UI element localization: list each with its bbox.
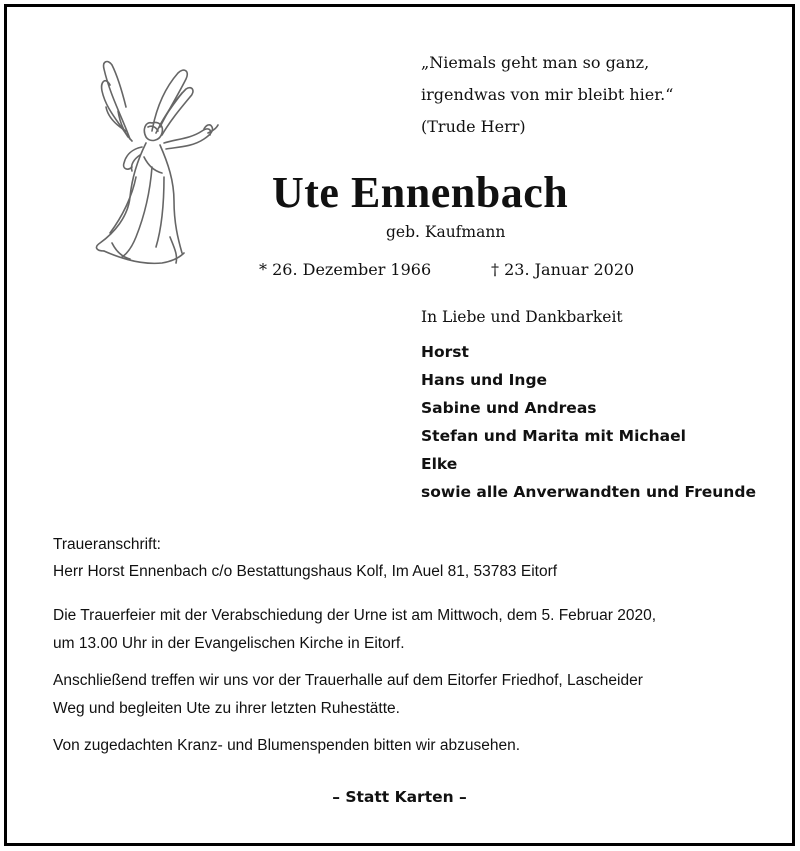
flowers-note: Von zugedachten Kranz- und Blumenspenden bitten wir abzusehen. (53, 737, 521, 754)
obituary-page (7, 7, 792, 843)
quote-line-1: „Niemals geht man so ganz, (421, 53, 650, 72)
maiden-name: geb. Kaufmann (386, 223, 506, 241)
statt-karten: – Statt Karten – (332, 788, 467, 806)
mourner-name: Stefan und Marita mit Michael (421, 427, 686, 445)
mourners-intro: In Liebe und Dankbarkeit (421, 308, 623, 326)
mourner-name: Horst (421, 343, 469, 361)
angel-sketch-icon (52, 47, 232, 277)
mourner-name: Elke (421, 455, 458, 473)
birth-date: * 26. Dezember 1966 (259, 260, 432, 279)
ceremony-line-1: Die Trauerfeier mit der Verabschiedung der Urne ist am Mittwoch, dem 5. Februar 2020, (53, 607, 657, 624)
ceremony-line-2: um 13.00 Uhr in der Evangelischen Kirche in Eitorf. (53, 635, 405, 652)
afterwards-line-2: Weg und begleiten Ute zu ihrer letzten Ruhestätte. (53, 700, 400, 717)
quote-line-2: irgendwas von mir bleibt hier.“ (421, 85, 674, 104)
obituary-frame (4, 4, 795, 846)
address-label: Traueranschrift: (53, 536, 161, 553)
afterwards-line-1: Anschließend treffen wir uns vor der Trauerhalle auf dem Eitorfer Friedhof, Lascheider (53, 672, 643, 689)
deceased-name: Ute Ennenbach (272, 168, 569, 217)
quote-author: (Trude Herr) (421, 117, 526, 136)
address-value: Herr Horst Ennenbach c/o Bestattungshaus Kolf, Im Auel 81, 53783 Eitorf (53, 563, 558, 580)
death-date: † 23. Januar 2020 (491, 260, 635, 279)
mourner-name: Sabine und Andreas (421, 399, 597, 417)
mourner-name: sowie alle Anverwandten und Freunde (421, 483, 756, 501)
mourner-name: Hans und Inge (421, 371, 548, 389)
